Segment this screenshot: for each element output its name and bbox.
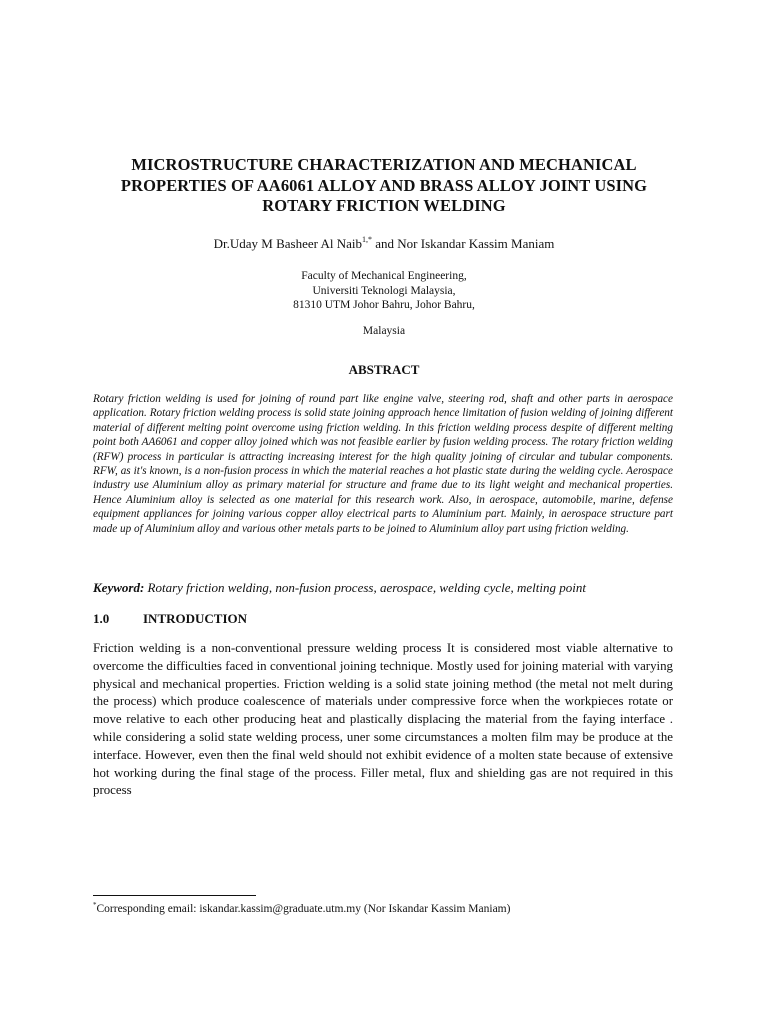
author-list — [60, 232, 708, 252]
section-title: INTRODUCTION — [143, 611, 248, 626]
title-line-3: ROTARY FRICTION WELDING — [262, 196, 506, 215]
keywords-text: Rotary friction welding, non-fusion process, aerospace, welding cycle, melting point — [144, 580, 586, 595]
affiliation-line-2: Universiti Teknologi Malaysia, — [312, 284, 456, 297]
footnote-divider — [93, 895, 256, 896]
introduction-text: Friction welding is a non-conventional pressure welding process It is considered most viable alternative to overcome the difficulties faced in conventional joining technique. Mostly used for joining material with varying physical and mechanical properties. Friction welding is a solid state joining method (the metal not melt during the process) which produce coalescence of materials under compressive force when the workpieces rotate or move relative to each other producing heat and plastically displacing the material from the faying interface . while considering a solid state welding process, uner some circumstances a molten film may be produce at the interface. However, even then the final weld should not exhibit evidence of a molten state because of extensive hot working during the final stage of the process. Filler metal, flux and shielding gas are not required in this process — [93, 641, 673, 798]
author-connector: and — [372, 236, 398, 251]
section-heading-introduction — [93, 611, 683, 627]
title-line-1: MICROSTRUCTURE CHARACTERIZATION AND MECHANICAL — [131, 155, 637, 174]
footnote-mark: * — [93, 901, 97, 909]
abstract-text: Rotary friction welding is used for joining of round part like engine valve, steering rod, shaft and other parts in aerospace application. Rotary friction welding process is solid state joining approach hence limitation of fusion welding of joining different material of different melting point overcome using friction welding. In this friction welding process despite of different melting point both AA6061 and copper alloy joined which was not feasible earlier by fusion welding process. The rotary friction welding (RFW) process in particular is attracting increasing interest for the high quality joining of circular and tubular components. RFW, as it's known, is a non-fusion process in which the material reaches a hot plastic state during the welding cycle. Aerospace industry use Aluminium alloy as primary material for structure and frame due to its light weight and mechanical properties. Hence Aluminium alloy is selected as one material for this research work. Also, in aerospace, automobile, marine, defense equipment appliances for joining various copper alloy electrical parts to Aluminium part. Mainly, in aerospace structure part made up of Aluminium alloy and various other metals parts to be joined to Aluminium alloy part using friction welding. — [93, 393, 673, 535]
paper-title — [80, 155, 688, 217]
keywords — [93, 580, 683, 596]
author-2-name: Nor Iskandar Kassim Maniam — [397, 236, 555, 251]
footnote-text: Corresponding email: iskandar.kassim@graduate.utm.my (Nor Iskandar Kassim Maniam) — [96, 903, 511, 915]
footnote — [93, 898, 693, 916]
affiliation — [160, 269, 608, 338]
keywords-label: Keyword: — [93, 580, 145, 595]
author-1-affiliation-mark: 1,* — [362, 235, 373, 244]
author-1-name: Dr.Uday M Basheer Al Naib — [213, 236, 363, 251]
affiliation-line-1: Faculty of Mechanical Engineering, — [301, 270, 467, 282]
title-line-2: PROPERTIES OF AA6061 ALLOY AND BRASS ALLOY JOINT USING — [120, 175, 648, 195]
affiliation-country: Malaysia — [362, 324, 406, 337]
affiliation-line-3: 81310 UTM Johor Bahru, Johor Bahru, — [293, 299, 475, 311]
section-number: 1.0 — [93, 611, 110, 626]
abstract-heading: ABSTRACT — [348, 362, 420, 377]
